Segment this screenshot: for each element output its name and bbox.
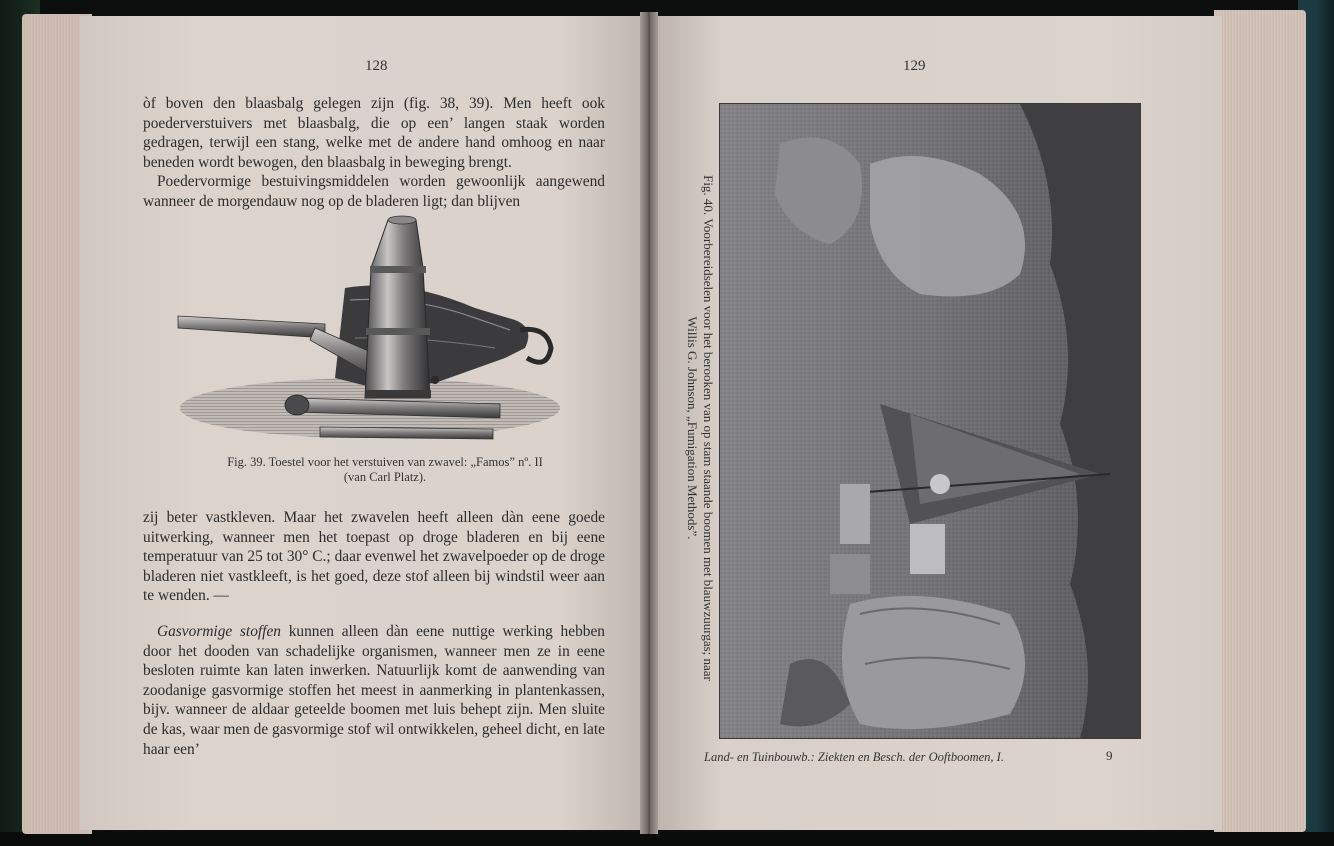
left-text-top xyxy=(143,94,605,212)
caption-line: (van Carl Platz). xyxy=(343,470,427,484)
caption-line: Fig. 40. Voorbereidselen voor het berooken van op stam staande boomen met blauwzuurgas; naar xyxy=(701,175,716,681)
right-page-number: 129 xyxy=(903,58,926,74)
book-gutter xyxy=(640,12,658,834)
figure-39-caption xyxy=(160,455,610,485)
caption-line: Willis G. Johnson, „Fumigation Methods”. xyxy=(685,316,700,540)
page-stack-right xyxy=(1214,10,1306,832)
paragraph: Poedervormige bestuivingsmiddelen worden gewoonlijk aangewend wanneer de morgendauw nog op de bladeren ligt; dan blijven xyxy=(143,173,605,210)
left-page-number: 128 xyxy=(365,58,388,74)
page-footer-title: Land- en Tuinbouwb.: Ziekten en Besch. der Ooftboomen, I. xyxy=(704,750,1004,764)
paragraph-rest: kunnen alleen dàn eene nuttige werking hebben door het dooden van schadelijke organismen, wanneer men ze in eene besloten ruimte kan laten inwerken. Natuurlijk komt de aanwending van zoodanige gasvormige stoffen het meest in aanmerking in plantenkassen, bijv. wanneer de aldaar geteelde boomen met luis behept zijn. Men sluite de kas, waar men de gasvormige stof wil ontwikkelen, geheel dicht, en late haar een’ xyxy=(143,623,605,758)
left-text-middle xyxy=(143,508,605,606)
book-cover-bottom xyxy=(0,832,1334,846)
figure-39-sulfur-duster xyxy=(175,208,575,448)
signature-mark: 9 xyxy=(1106,748,1113,763)
paragraph: òf boven den blaasbalg gelegen zijn (fig. 38, 39). Men heeft ook poederverstuivers met blaasbalg, die op een’ langen staak worden gedragen, terwijl een stang, welke met de andere hand omhoog en naar beneden wordt bewogen, den blaasbalg in beweging brengt. xyxy=(143,95,605,171)
paragraph: zij beter vastkleven. Maar het zwavelen heeft alleen dàn eene goede uitwerking, wanneer men het toepast op droge bladeren en bij eene temperatuur van 25 tot 30° C.; daar evenwel het zwavelpoeder op de droge bladeren niet vastkleeft, is het goed, deze stof alleen bij windstil weer aan te wenden. — xyxy=(143,509,605,605)
figure-40-caption xyxy=(662,128,716,728)
caption-line: Fig. 39. Toestel voor het verstuiven van zwavel: „Famos” nº. II xyxy=(227,455,543,469)
figure-40-photograph xyxy=(720,104,1140,738)
left-text-bottom xyxy=(143,622,605,759)
italic-term: Gasvormige stoffen xyxy=(157,623,281,640)
